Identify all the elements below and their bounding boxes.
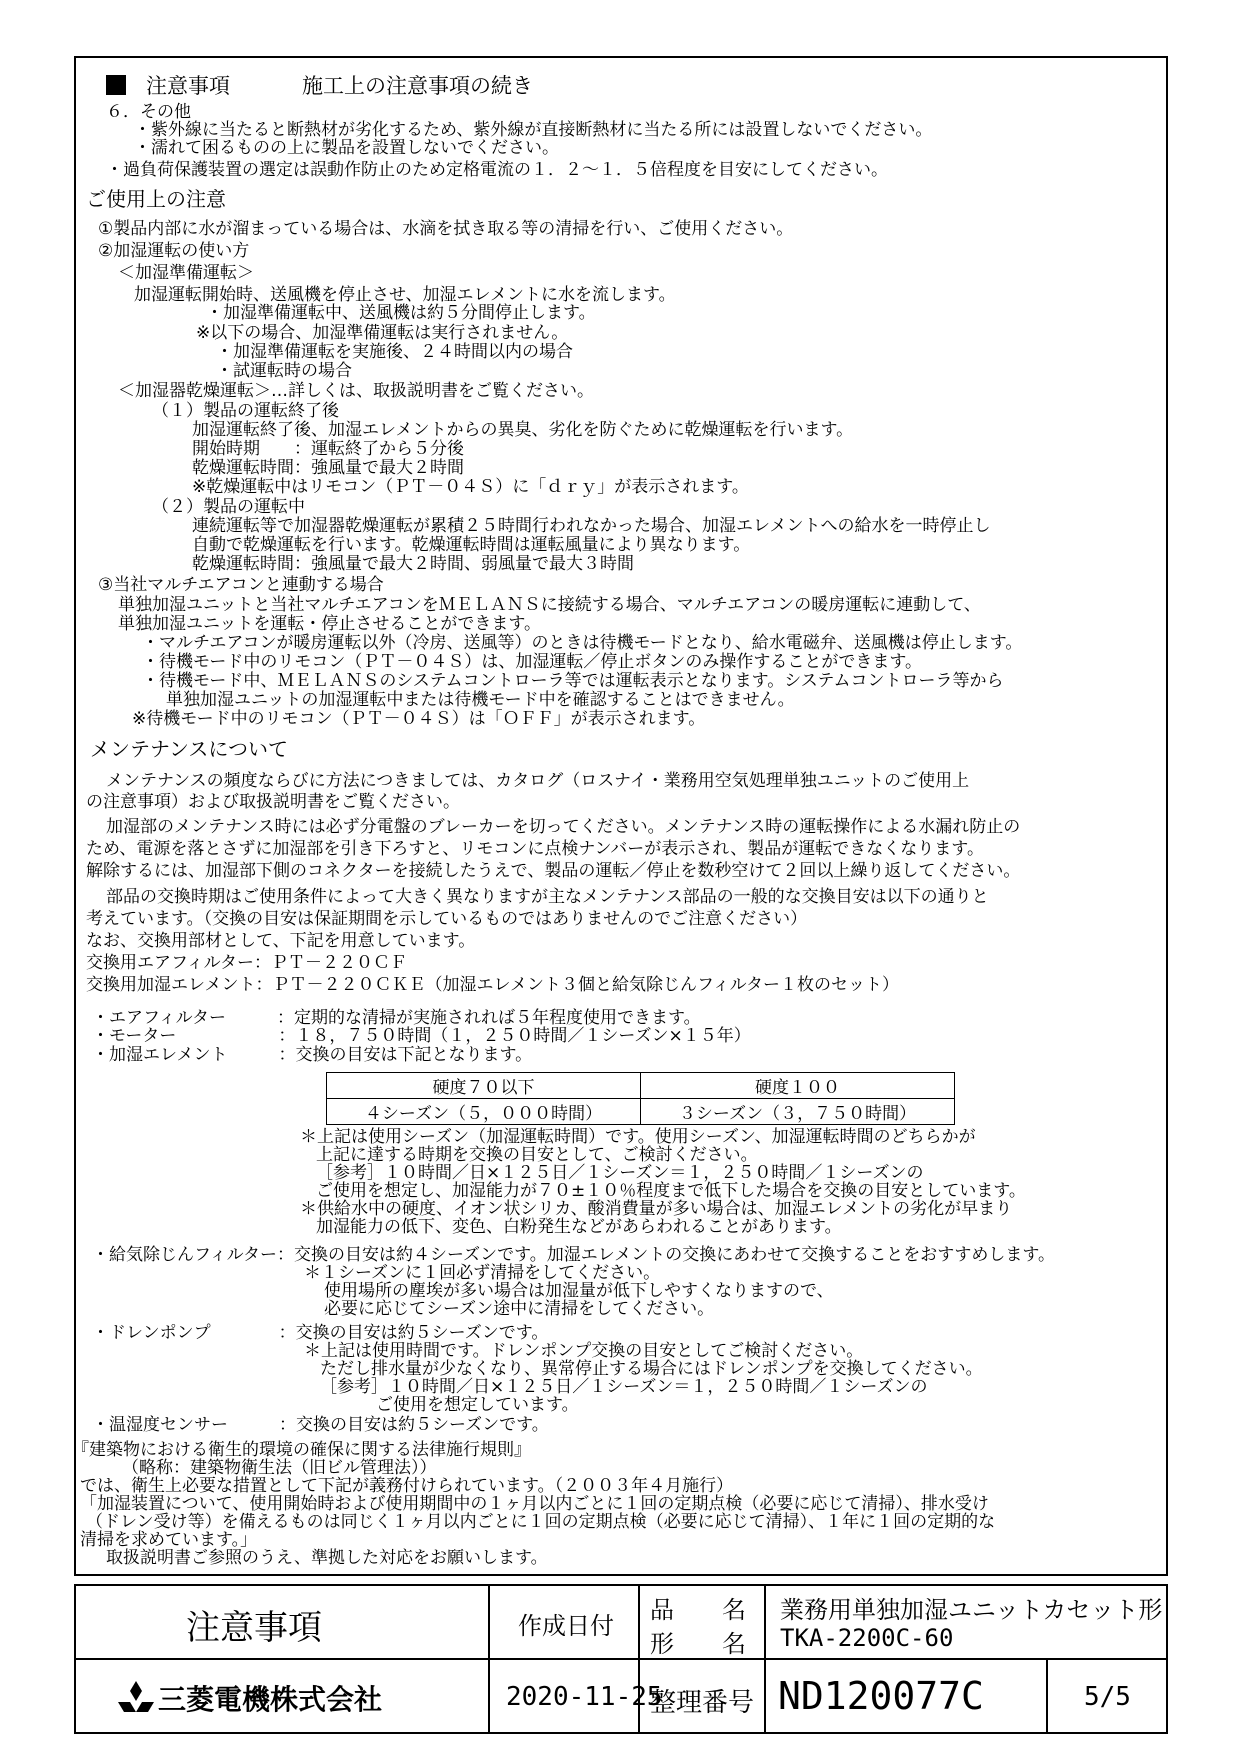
text-line: ・温湿度センサー ：交換の目安は約５シーズンです。 <box>92 1415 549 1435</box>
section-header <box>106 70 533 100</box>
text-line: ＊上記は使用時間です。ドレンポンプ交換の目安としてご検討ください。 <box>304 1341 864 1361</box>
section-subtitle: 施工上の注意事項の続き <box>302 74 533 98</box>
text-line: 加湿運転開始時、送風機を停止させ、加湿エレメントに水を流します。 <box>134 285 676 305</box>
text-line: ①製品内部に水が溜まっている場合は、水滴を拭き取る等の清掃を行い、ご使用ください。 <box>98 219 794 239</box>
text-line: （１）製品の運転終了後 <box>152 401 339 421</box>
text-line: ただし排水量が少なくなり、異常停止する場合にはドレンポンプを交換してください。 <box>320 1359 983 1379</box>
text-line: ＜加湿準備運転＞ <box>118 263 254 283</box>
model-name: TKA-2200C-60 <box>780 1624 954 1652</box>
model-name-label: 形 名 <box>650 1630 746 1658</box>
text-line: 交換用エアフィルター：ＰＴ－２２０ＣＦ <box>86 953 407 973</box>
text-line: ・過負荷保護装置の選定は誤動作防止のため定格電流の１．２～１．５倍程度を目安にしてください。 <box>106 160 888 180</box>
text-line: ＜加湿器乾燥運転＞…詳しくは、取扱説明書をご覧ください。 <box>118 381 594 401</box>
table-cell: ４シーズン（５，０００時間） <box>327 1099 641 1125</box>
text-line: ・マルチエアコンが暖房運転以外（冷房、送風等）のときは待機モードとなり、給水電磁弁、送風機は停止します。 <box>142 633 1023 653</box>
text-line: ※待機モード中のリモコン（ＰＴ－０４Ｓ）は「ＯＦＦ」が表示されます。 <box>132 709 706 729</box>
text-line: ・紫外線に当たると断熱材が劣化するため、紫外線が直接断熱材に当たる所には設置しないでください。 <box>134 120 933 140</box>
text-line: 加湿能力の低下、変色、白粉発生などがあらわれることがあります。 <box>316 1217 842 1237</box>
text-line: ＊上記は使用シーズン（加湿運転時間）です。使用シーズン、加湿運転時間のどちらかが <box>300 1127 976 1147</box>
text-line: 単独加湿ユニットを運転・停止させることができます。 <box>118 614 541 634</box>
text-line: 上記に達する時期を交換の目安として、ご検討ください。 <box>316 1145 758 1165</box>
text-line: ＊１シーズンに１回必ず清掃をしてください。 <box>304 1263 661 1283</box>
square-bullet-icon <box>106 75 126 95</box>
text-line: ・給気除じんフィルター：交換の目安は約４シーズンです。加湿エレメントの交換にあわせて交換することをおすすめします。 <box>92 1245 1056 1265</box>
text-line: なお、交換用部材として、下記を用意しています。 <box>86 931 476 951</box>
mitsubishi-logo-icon <box>118 1681 154 1713</box>
text-line: ご使用を想定し、加湿能力が７０±１０％程度まで低下した場合を交換の目安としています。 <box>316 1181 1026 1201</box>
document-body <box>74 56 1168 1576</box>
text-line: ・ドレンポンプ ：交換の目安は約５シーズンです。 <box>92 1323 549 1343</box>
text-line: ③当社マルチエアコンと連動する場合 <box>98 575 384 595</box>
hardness-table <box>326 1072 955 1125</box>
reference-number: ND120077C <box>778 1674 984 1718</box>
table-header-cell: 硬度７０以下 <box>327 1073 641 1099</box>
text-line: 「加湿装置について、使用開始時および使用期間中の１ヶ月以内ごとに１回の定期点検（必要に応じて清掃）、排水受け <box>80 1494 989 1514</box>
text-line: 加湿運転終了後、加湿エレメントからの異臭、劣化を防ぐために乾燥運転を行います。 <box>192 420 854 440</box>
text-line: ・待機モード中、ＭＥＬＡＮＳのシステムコントローラ等では運転表示となります。システムコントローラ等から <box>142 671 1004 691</box>
text-line: 自動で乾燥運転を行います。乾燥運転時間は運転風量により異なります。 <box>192 535 751 555</box>
text-line: （ドレン受け等）を備えるものは同じく１ヶ月以内ごとに１回の定期点検（必要に応じて清掃）、１年に１回の定期的な <box>86 1512 996 1532</box>
created-date-label: 作成日付 <box>518 1612 614 1640</box>
text-line: ・モーター ：１８，７５０時間（１，２５０時間／１シーズン×１５年） <box>92 1026 751 1046</box>
text-line: ※乾燥運転中はリモコン（ＰＴ－０４Ｓ）に「ｄｒｙ」が表示されます。 <box>192 477 749 497</box>
text-line: （略称：建築物衛生法（旧ビル管理法）） <box>122 1458 437 1478</box>
text-line: 乾燥運転時間：強風量で最大２時間 <box>192 458 464 478</box>
text-line: ご使用を想定しています。 <box>376 1395 579 1415</box>
text-line: 連続運転等で加湿器乾燥運転が累積２５時間行われなかった場合、加湿エレメントへの給水を一時停止し <box>192 516 991 536</box>
text-line: ・加湿エレメント ：交換の目安は下記となります。 <box>92 1045 533 1065</box>
text-line: 加湿部のメンテナンス時には必ず分電盤のブレーカーを切ってください。メンテナンス時の運転操作による水漏れ防止の <box>106 817 1021 837</box>
title-block <box>74 1584 1168 1734</box>
text-line: （２）製品の運転中 <box>152 497 305 517</box>
text-line: では、衛生上必要な措置として下記が義務付けられています。（２００３年４月施行） <box>80 1476 734 1496</box>
text-line: 単独加湿ユニットと当社マルチエアコンをＭＥＬＡＮＳに接続する場合、マルチエアコンの暖房運転に連動して、 <box>118 595 981 615</box>
company-label: 三菱電機株式会社 <box>158 1683 383 1716</box>
text-line: 乾燥運転時間：強風量で最大２時間、弱風量で最大３時間 <box>192 554 634 574</box>
text-line: ［参考］１０時間／日×１２５日／１シーズン＝１，２５０時間／１シーズンの <box>316 1163 924 1183</box>
text-line: 使用場所の塵埃が多い場合は加湿量が低下しやすくなりますので、 <box>324 1281 834 1301</box>
text-line: ・加湿準備運転を実施後、２４時間以内の場合 <box>216 342 573 362</box>
text-line: ・エアフィルター ：定期的な清掃が実施されれば５年程度使用できます。 <box>92 1008 701 1028</box>
table-cell: ３シーズン（３，７５０時間） <box>641 1099 955 1125</box>
text-line: ※以下の場合、加湿準備運転は実行されません。 <box>196 323 569 343</box>
text-line: 清掃を求めています。」 <box>80 1530 258 1550</box>
text-line: ・濡れて困るものの上に製品を設置しないでください。 <box>134 138 559 158</box>
text-line: 必要に応じてシーズン途中に清掃をしてください。 <box>324 1299 715 1319</box>
text-line: 開始時期 ：運転終了から５分後 <box>192 439 464 459</box>
section-heading: メンテナンスについて <box>90 737 288 761</box>
created-date: 2020-11-25 <box>506 1682 663 1712</box>
text-line: ため、電源を落とさずに加湿部を引き下ろすと、リモコンに点検ナンバーが表示され、製品が運転できなくなります。 <box>86 839 984 859</box>
text-line: ６．その他 <box>106 102 191 122</box>
text-line: メンテナンスの頻度ならびに方法につきましては、カタログ（ロスナイ・業務用空気処理単独ユニットのご使用上 <box>106 771 970 791</box>
company-name <box>118 1678 382 1718</box>
text-line: 交換用加湿エレメント：ＰＴ－２２０ＣＫＥ（加湿エレメント３個と給気除じんフィルター１枚のセット） <box>86 975 899 995</box>
doc-title: 注意事項 <box>186 1608 322 1648</box>
table-row <box>327 1073 955 1099</box>
text-line: 考えています。（交換の目安は保証期間を示しているものではありませんのでご注意ください） <box>86 909 808 929</box>
text-line: 『建築物における衛生的環境の確保に関する法律施行規則』 <box>72 1440 531 1460</box>
text-line: ・待機モード中のリモコン（ＰＴ－０４Ｓ）は、加湿運転／停止ボタンのみ操作することができます。 <box>142 652 922 672</box>
text-line: ・試運転時の場合 <box>216 361 352 381</box>
section-heading: ご使用上の注意 <box>86 187 226 211</box>
product-name: 業務用単独加湿ユニットカセット形 <box>780 1596 1163 1624</box>
text-line: 部品の交換時期はご使用条件によって大きく異なりますが主なメンテナンス部品の一般的な交換目安は以下の通りと <box>106 887 989 907</box>
text-line: 単独加湿ユニットの加湿運転中または待機モード中を確認することはできません。 <box>166 690 795 710</box>
text-line: 取扱説明書ご参照のうえ、準拠した対応をお願いします。 <box>106 1548 548 1568</box>
text-line: ・加湿準備運転中、送風機は約５分間停止します。 <box>206 303 596 323</box>
text-line: 解除するには、加湿部下側のコネクターを接続したうえで、製品の運転／停止を数秒空けて２回以上繰り返してください。 <box>86 861 1021 881</box>
text-line: ②加湿運転の使い方 <box>98 241 250 261</box>
reference-number-label: 整理番号 <box>650 1688 755 1718</box>
product-name-label: 品 名 <box>650 1596 746 1624</box>
section-label: 注意事項 <box>146 74 230 98</box>
table-row <box>327 1099 955 1125</box>
table-header-cell: 硬度１００ <box>641 1073 955 1099</box>
text-line: ［参考］１０時間／日×１２５日／１シーズン＝１，２５０時間／１シーズンの <box>320 1377 928 1397</box>
page-number: 5/5 <box>1084 1682 1131 1712</box>
text-line: ＊供給水中の硬度、イオン状シリカ、酸消費量が多い場合は、加湿エレメントの劣化が早まり <box>300 1199 1013 1219</box>
text-line: の注意事項）および取扱説明書をご覧ください。 <box>86 792 460 812</box>
